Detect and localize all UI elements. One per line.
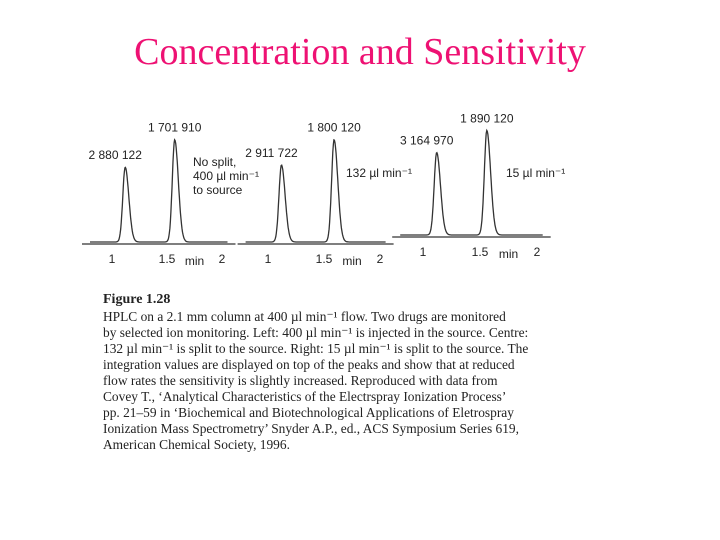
x-tick-label: 2 <box>376 252 384 266</box>
chromatogram-panel <box>238 121 412 268</box>
peak-integration-label: 1 890 120 <box>460 111 514 126</box>
caption-line: integration values are displayed on top of the peaks and show that at reduced <box>103 357 515 372</box>
x-tick-label: 2 <box>533 245 541 259</box>
caption-line: by selected ion monitoring. Left: 400 µl min⁻¹ is injected in the source. Centre: <box>103 325 529 340</box>
x-tick-label: 2 <box>218 252 226 266</box>
x-tick-label: 1 <box>108 252 116 266</box>
chromatogram-panel <box>82 121 259 268</box>
panel-annotation: 400 µl min⁻¹ <box>193 169 259 183</box>
panel-annotation: to source <box>193 183 243 197</box>
panel-annotation: 15 µl min⁻¹ <box>506 166 566 180</box>
x-tick-label: 1.5 <box>158 252 176 266</box>
x-tick-label: 1.5 <box>315 252 333 266</box>
panel-annotation: No split, <box>193 155 237 169</box>
peak-integration-label: 2 911 722 <box>245 146 298 160</box>
caption-line: HPLC on a 2.1 mm column at 400 µl min⁻¹ flow. Two drugs are monitored <box>103 309 506 324</box>
caption-line: American Chemical Society, 1996. <box>103 437 290 452</box>
caption-line: 132 µl min⁻¹ is split to the source. Right: 15 µl min⁻¹ is split to the source. The <box>103 341 529 356</box>
caption-line: flow rates the sensitivity is slightly increased. Reproduced with data from <box>103 373 498 388</box>
x-unit-label: min <box>184 254 205 268</box>
caption-line: Ionization Mass Spectrometry’ Snyder A.P., ed., ACS Symposium Series 619, <box>103 421 519 436</box>
caption-line: Covey T., ‘Analytical Characteristics of the Electrspray Ionization Process’ <box>103 389 507 404</box>
caption-heading: Figure 1.28 <box>103 292 171 307</box>
x-unit-label: min <box>498 247 519 261</box>
x-tick-label: 1 <box>264 252 272 266</box>
x-unit-label: min <box>342 254 362 268</box>
chromatogram-panel <box>392 112 565 262</box>
peak-integration-label: 2 880 122 <box>88 148 142 163</box>
peak-integration-label: 1 701 910 <box>148 120 202 135</box>
x-tick-label: 1 <box>419 245 427 259</box>
slide-title: Concentration and Sensitivity <box>134 31 586 73</box>
panel-annotation: 132 µl min⁻¹ <box>346 166 412 180</box>
x-tick-label: 1.5 <box>471 245 489 259</box>
peak-integration-label: 3 164 970 <box>399 133 454 148</box>
caption-line: pp. 21–59 in ‘Biochemical and Biotechnological Applications of Eletrospray <box>103 405 514 420</box>
peak-integration-label: 1 800 120 <box>307 120 361 135</box>
